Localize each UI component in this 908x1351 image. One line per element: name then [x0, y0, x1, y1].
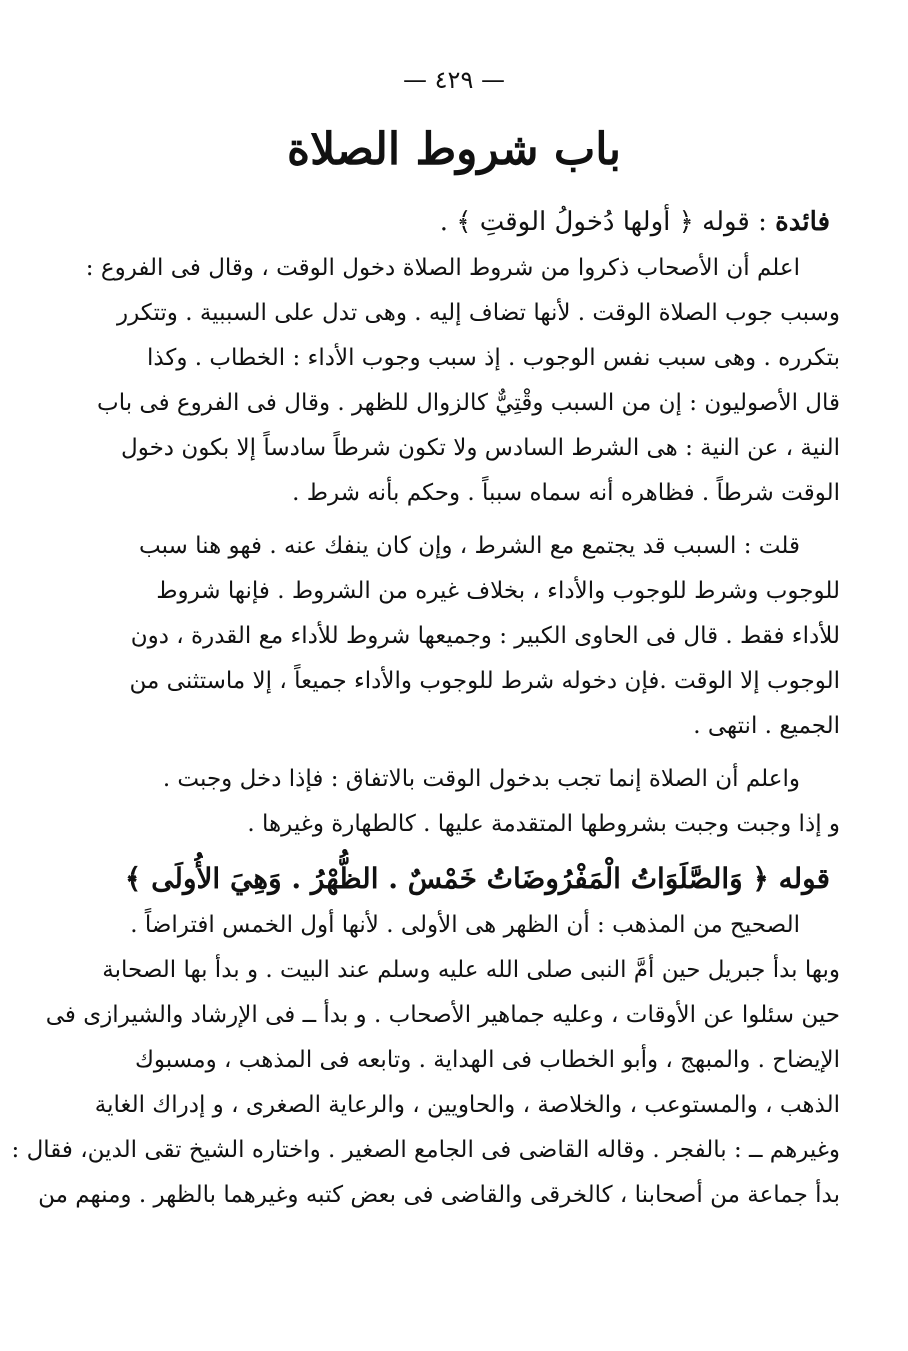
text-line: بدأ جماعة من أصحابنا ، كالخرقى والقاضى فى بعض كتبه وغيرهما بالظهر . ومنهم من: [38, 1182, 840, 1208]
quote-label: قوله: [778, 862, 830, 895]
text-line: النية ، عن النية : هى الشرط السادس ولا تكون شرطاً سادساً إلا بكون دخول: [120, 435, 840, 461]
text-line: وبها بدأ جبريل حين أمَّ النبى صلى الله عليه وسلم عند البيت . و بدأ بها الصحابة: [102, 957, 840, 983]
text-line: قال الأصوليون : إن من السبب وقْتِيٌّ كالزوال للظهر . وقال فى الفروع فى باب: [97, 390, 840, 416]
text-line: قلت : السبب قد يجتمع مع الشرط ، وإن كان ينفك عنه . فهو هنا سبب: [139, 533, 800, 559]
text-line: للوجوب وشرط للوجوب والأداء ، بخلاف غيره من الشروط . فإنها شروط: [156, 578, 840, 604]
page-body: [11, 198, 840, 1218]
text-line: الجميع . انتهى .: [693, 713, 840, 739]
paragraph-3: [162, 757, 840, 847]
text-line: للأداء فقط . قال فى الحاوى الكبير : وجميعها شروط للأداء مع القدرة ، دون: [130, 623, 840, 649]
text-line: و إذا وجبت وجبت بشروطها المتقدمة عليها . كالطهارة وغيرها .: [247, 811, 840, 837]
faida-heading: [180, 198, 840, 246]
paragraph-2: [129, 524, 840, 749]
text-line: وسبب جوب الصلاة الوقت . لأنها تضاف إليه . وهى تدل على السببية . وتتكرر: [116, 300, 840, 326]
text-line: الوقت شرطاً . فظاهره أنه سماه سبباً . وحكم بأنه شرط .: [292, 480, 840, 506]
text-line: وغيرهم ــ : بالفجر . وقاله القاضى فى الجامع الصغير . واختاره الشيخ تقى الدين، فقال :: [11, 1137, 840, 1163]
faida-label: فائدة: [775, 207, 830, 237]
text-line: الوجوب إلا الوقت .فإن دخوله شرط للوجوب والأداء جميعاً ، إلا ماستثنى من: [129, 668, 840, 694]
text-line: بتكرره . وهى سبب نفس الوجوب . إذ سبب وجوب الأداء : الخطاب . وكذا: [146, 345, 840, 371]
chapter-title: باب شروط الصلاة: [287, 124, 621, 175]
text-line: الذهب ، والمستوعب ، والخلاصة ، والحاويين ، والرعاية الصغرى ، و إدراك الغاية: [94, 1092, 840, 1118]
text-line: واعلم أن الصلاة إنما تجب بدخول الوقت بالاتفاق : فإذا دخل وجبت .: [162, 766, 800, 792]
text-line: الإيضاح . والمبهج ، وأبو الخطاب فى الهداية . وتابعه فى المذهب ، ومسبوك: [134, 1047, 840, 1073]
paragraph-4: [11, 903, 840, 1218]
text-line: حين سئلوا عن الأوقات ، وعليه جماهير الأصحاب . و بدأ ــ فى الإرشاد والشيرازى فى: [45, 1002, 840, 1028]
quote-heading: [124, 855, 840, 903]
text-line: الصحيح من المذهب : أن الظهر هى الأولى . لأنها أول الخمس افتراضاً .: [130, 912, 800, 938]
page-number: — ٤٢٩ —: [403, 66, 505, 94]
paragraph-1: [85, 246, 840, 516]
text-line: اعلم أن الأصحاب ذكروا من شروط الصلاة دخول الوقت ، وقال فى الفروع :: [85, 255, 800, 281]
quote-text: ﴿ وَالصَّلَوَاتُ الْمَفْرُوضَاتُ خَمْسٌ . الظُّهْرُ . وَهِيَ الأُولَى ﴾: [124, 862, 769, 895]
faida-text: : قوله ﴿ أولها دُخولُ الوقتِ ﴾ .: [439, 207, 767, 237]
